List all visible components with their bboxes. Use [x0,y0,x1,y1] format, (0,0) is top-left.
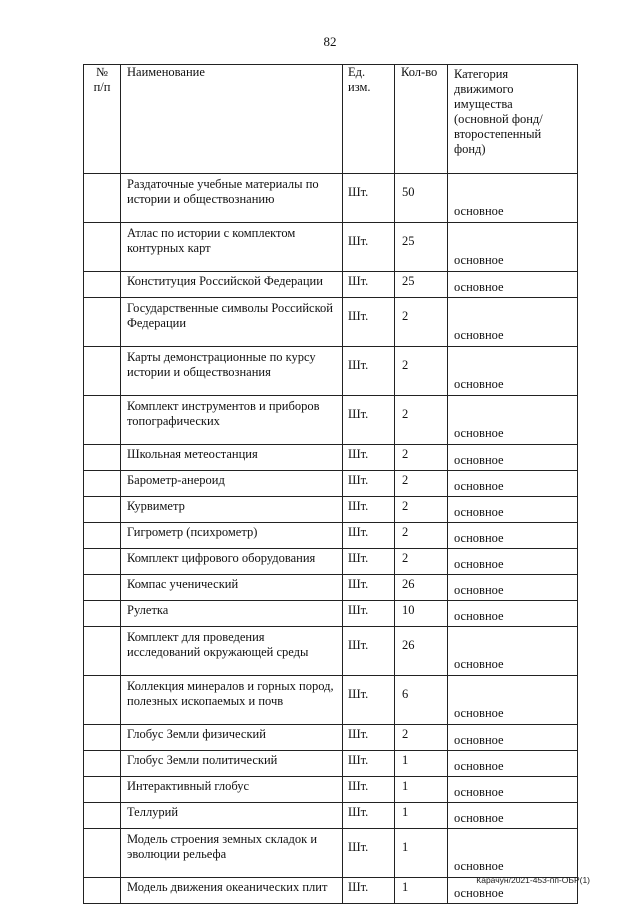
row-number-cell [84,471,121,497]
row-unit-cell: Шт. [343,829,395,878]
table-row [84,396,578,445]
row-name-cell: Интерактивный глобус [121,777,343,803]
row-unit-cell: Шт. [343,174,395,223]
row-unit-cell: Шт. [343,575,395,601]
row-unit-cell: Шт. [343,272,395,298]
table-row [84,601,578,627]
row-quantity-cell: 2 [395,396,448,445]
table-row [84,471,578,497]
row-name-cell: Барометр-анероид [121,471,343,497]
header-unit: Ед. изм. [343,65,395,174]
row-unit-cell: Шт. [343,676,395,725]
header-number: № п/п [84,65,121,174]
row-unit-cell: Шт. [343,347,395,396]
row-quantity-cell: 1 [395,777,448,803]
row-unit-cell: Шт. [343,523,395,549]
table-row [84,829,578,878]
row-number-cell [84,298,121,347]
row-unit-cell: Шт. [343,223,395,272]
row-category-cell: основное [448,676,578,725]
row-number-cell [84,223,121,272]
row-name-cell: Коллекция минералов и горных пород, полезных ископаемых и почв [121,676,343,725]
row-category-cell: основное [448,174,578,223]
row-number-cell [84,878,121,904]
row-name-cell: Комплект инструментов и приборов топографических [121,396,343,445]
row-number-cell [84,347,121,396]
row-quantity-cell: 2 [395,298,448,347]
row-unit-cell: Шт. [343,627,395,676]
row-number-cell [84,497,121,523]
row-name-cell: Атлас по истории с комплектом контурных карт [121,223,343,272]
row-number-cell [84,601,121,627]
row-number-cell [84,272,121,298]
row-category-cell: основное [448,777,578,803]
row-unit-cell: Шт. [343,396,395,445]
row-category-cell: основное [448,725,578,751]
table-row [84,272,578,298]
row-category-cell: основное [448,445,578,471]
row-category-cell: основное [448,803,578,829]
row-quantity-cell: 1 [395,751,448,777]
row-quantity-cell: 2 [395,725,448,751]
row-number-cell [84,676,121,725]
row-quantity-cell: 2 [395,445,448,471]
row-unit-cell: Шт. [343,298,395,347]
row-number-cell [84,174,121,223]
row-category-cell: основное [448,497,578,523]
table-row [84,223,578,272]
row-category-cell: основное [448,223,578,272]
row-unit-cell: Шт. [343,777,395,803]
row-quantity-cell: 50 [395,174,448,223]
row-number-cell [84,803,121,829]
table-row [84,627,578,676]
row-number-cell [84,396,121,445]
table-row [84,575,578,601]
table-row [84,523,578,549]
row-quantity-cell: 2 [395,347,448,396]
row-name-cell: Компас ученический [121,575,343,601]
row-quantity-cell: 26 [395,575,448,601]
row-number-cell [84,627,121,676]
header-category: Категория движимого имущества (основной фонд/ второстепенный фонд) [448,65,578,174]
table-row [84,549,578,575]
row-name-cell: Теллурий [121,803,343,829]
table-row [84,174,578,223]
row-unit-cell: Шт. [343,725,395,751]
row-category-cell: основное [448,627,578,676]
row-unit-cell: Шт. [343,751,395,777]
row-name-cell: Комплект цифрового оборудования [121,549,343,575]
row-name-cell: Конституция Российской Федерации [121,272,343,298]
row-name-cell: Гигрометр (психрометр) [121,523,343,549]
table-body [84,174,578,904]
table-row [84,725,578,751]
row-quantity-cell: 25 [395,223,448,272]
row-category-cell: основное [448,347,578,396]
row-quantity-cell: 26 [395,627,448,676]
table-row [84,777,578,803]
row-quantity-cell: 2 [395,549,448,575]
row-quantity-cell: 25 [395,272,448,298]
row-unit-cell: Шт. [343,471,395,497]
row-category-cell: основное [448,523,578,549]
row-number-cell [84,575,121,601]
row-quantity-cell: 1 [395,803,448,829]
row-name-cell: Глобус Земли политический [121,751,343,777]
row-category-cell: основное [448,471,578,497]
row-category-cell: основное [448,829,578,878]
row-category-cell: основное [448,396,578,445]
row-quantity-cell: 1 [395,878,448,904]
row-unit-cell: Шт. [343,549,395,575]
page-number: 82 [323,34,337,49]
row-name-cell: Курвиметр [121,497,343,523]
row-number-cell [84,549,121,575]
row-category-cell: основное [448,601,578,627]
row-name-cell: Рулетка [121,601,343,627]
row-unit-cell: Шт. [343,497,395,523]
row-category-cell: основное [448,575,578,601]
table-row [84,347,578,396]
row-quantity-cell: 2 [395,497,448,523]
row-name-cell: Комплект для проведения исследований окружающей среды [121,627,343,676]
row-category-cell: основное [448,272,578,298]
document-code: Карачун/2021-453-пп-ОБР(1) [476,875,590,885]
row-unit-cell: Шт. [343,878,395,904]
row-number-cell [84,725,121,751]
table-header [84,65,578,174]
row-name-cell: Карты демонстрационные по курсу истории и обществознания [121,347,343,396]
row-number-cell [84,829,121,878]
row-unit-cell: Шт. [343,601,395,627]
row-number-cell [84,751,121,777]
row-category-cell: основное [448,298,578,347]
row-category-cell: основное [448,549,578,575]
row-category-cell: основное [448,751,578,777]
table-row [84,676,578,725]
table-row [84,803,578,829]
table-row [84,497,578,523]
row-name-cell: Глобус Земли физический [121,725,343,751]
row-number-cell [84,445,121,471]
header-quantity: Кол-во [395,65,448,174]
row-name-cell: Модель строения земных складок и эволюции рельефа [121,829,343,878]
row-quantity-cell: 1 [395,829,448,878]
row-quantity-cell: 10 [395,601,448,627]
row-unit-cell: Шт. [343,803,395,829]
table-row [84,298,578,347]
row-quantity-cell: 2 [395,471,448,497]
row-quantity-cell: 2 [395,523,448,549]
row-unit-cell: Шт. [343,445,395,471]
row-name-cell: Государственные символы Российской Федерации [121,298,343,347]
header-name: Наименование [121,65,343,174]
row-number-cell [84,523,121,549]
table-row [84,445,578,471]
row-number-cell [84,777,121,803]
row-quantity-cell: 6 [395,676,448,725]
inventory-table [83,64,578,904]
row-category-cell: основное [448,878,578,904]
row-name-cell: Модель движения океанических плит [121,878,343,904]
table-row [84,751,578,777]
row-name-cell: Раздаточные учебные материалы по истории и обществознанию [121,174,343,223]
row-name-cell: Школьная метеостанция [121,445,343,471]
